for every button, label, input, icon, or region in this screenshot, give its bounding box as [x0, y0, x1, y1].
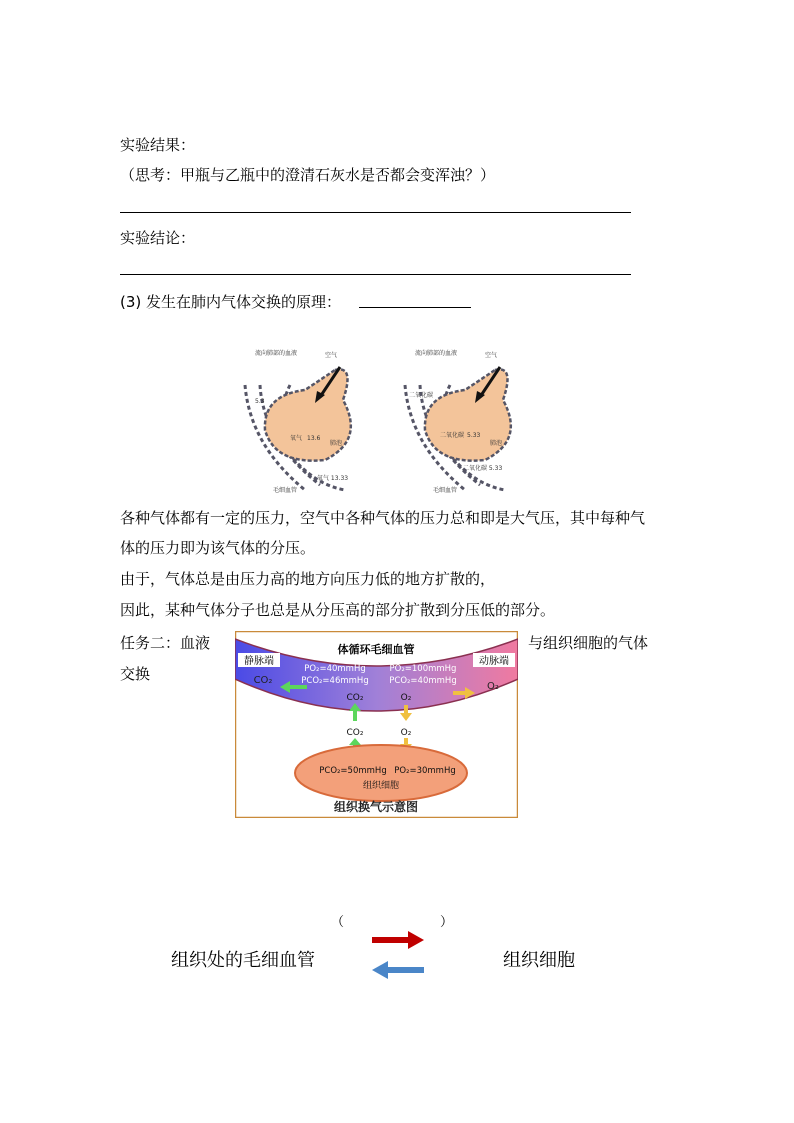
right-small-b: 二氧化碳 5.33	[463, 465, 503, 472]
tissue-cell-label: 组织细胞	[503, 950, 575, 971]
task2-line-2: 交换	[120, 665, 151, 683]
answer-line	[120, 212, 631, 213]
paragraph-2: 由于，气体总是由压力高的地方向压力低的地方扩散的，	[120, 570, 496, 588]
right-blood-label: 流向肺部的血液	[415, 350, 458, 357]
cell-label: 组织细胞	[362, 781, 400, 791]
right-co2-label: 二氧化碳	[440, 432, 465, 439]
co2-low-label: CO₂	[346, 728, 364, 738]
conclusion-label: 实验结论：	[120, 229, 196, 247]
right-small-a: 二氧化碳	[409, 392, 434, 399]
capillary-title: 体循环毛细血管	[337, 643, 415, 656]
pco2-cell: PCO₂=50mmHg	[319, 766, 387, 776]
arrow-right-icon	[368, 929, 428, 951]
right-alveolus-label: 肺泡	[490, 440, 503, 447]
paren-open: （	[331, 915, 345, 930]
left-o2-label: 氧气	[290, 435, 303, 442]
left-air-label: 空气	[325, 352, 338, 359]
po2-artery: PO₂=100mmHg	[389, 664, 457, 674]
o2-low-label: O₂	[400, 728, 412, 738]
lung-exchange-figure	[235, 345, 565, 495]
result-label: 实验结果：	[120, 136, 196, 154]
artery-end-label: 动脉端	[479, 656, 509, 667]
paragraph-3: 因此，某种气体分子也总是从分压高的部分扩散到分压低的部分。	[120, 601, 556, 619]
left-blood-label: 流向肺部的血液	[255, 350, 298, 357]
po2-vein: PO₂=40mmHg	[304, 664, 366, 674]
figure-caption: 组织换气示意图	[333, 800, 419, 814]
vein-end-label: 静脉端	[244, 656, 274, 667]
right-air-label: 空气	[485, 352, 498, 359]
paragraph-1-line-2: 体的压力即为该气体的分压。	[120, 539, 316, 557]
co2-out-label: CO₂	[253, 675, 273, 686]
paren-close: ）	[440, 915, 454, 930]
answer-line	[120, 274, 631, 275]
principle-question: (3) 发生在肺内气体交换的原理：	[120, 293, 342, 311]
left-small-a: 5.3	[255, 398, 265, 405]
tissue-exchange-figure	[235, 631, 518, 818]
left-alveolus-diagram	[245, 349, 351, 494]
pco2-artery: PCO₂=40mmHg	[389, 676, 457, 686]
paragraph-1-line-1: 各种气体都有一定的压力，空气中各种气体的压力总和即是大气压，其中每种气	[120, 509, 646, 527]
blank-line	[359, 307, 471, 308]
o2-in-label: O₂	[487, 681, 499, 692]
think-question: （思考：甲瓶与乙瓶中的澄清石灰水是否都会变浑浊？）	[120, 166, 496, 184]
task2-right: 与组织细胞的气体	[528, 634, 649, 652]
co2-mid-label: CO₂	[346, 693, 364, 703]
capillary-label: 组织处的毛细血管	[171, 950, 315, 971]
o2-mid-label: O₂	[400, 693, 412, 703]
right-alveolus-diagram	[405, 349, 511, 494]
po2-cell: PO₂=30mmHg	[394, 766, 456, 776]
right-capillary-label: 毛细血管	[433, 487, 458, 494]
pco2-vein: PCO₂=46mmHg	[301, 676, 369, 686]
left-capillary-label: 毛细血管	[273, 487, 298, 494]
arrow-left-icon	[368, 959, 428, 981]
left-o2-value: 13.6	[307, 435, 321, 442]
right-co2-value: 5.33	[467, 432, 481, 439]
task2-label: 任务二：血液	[120, 634, 211, 652]
left-alveolus-label: 肺泡	[330, 440, 343, 447]
left-small-b: 氧气 13.33	[317, 475, 349, 482]
